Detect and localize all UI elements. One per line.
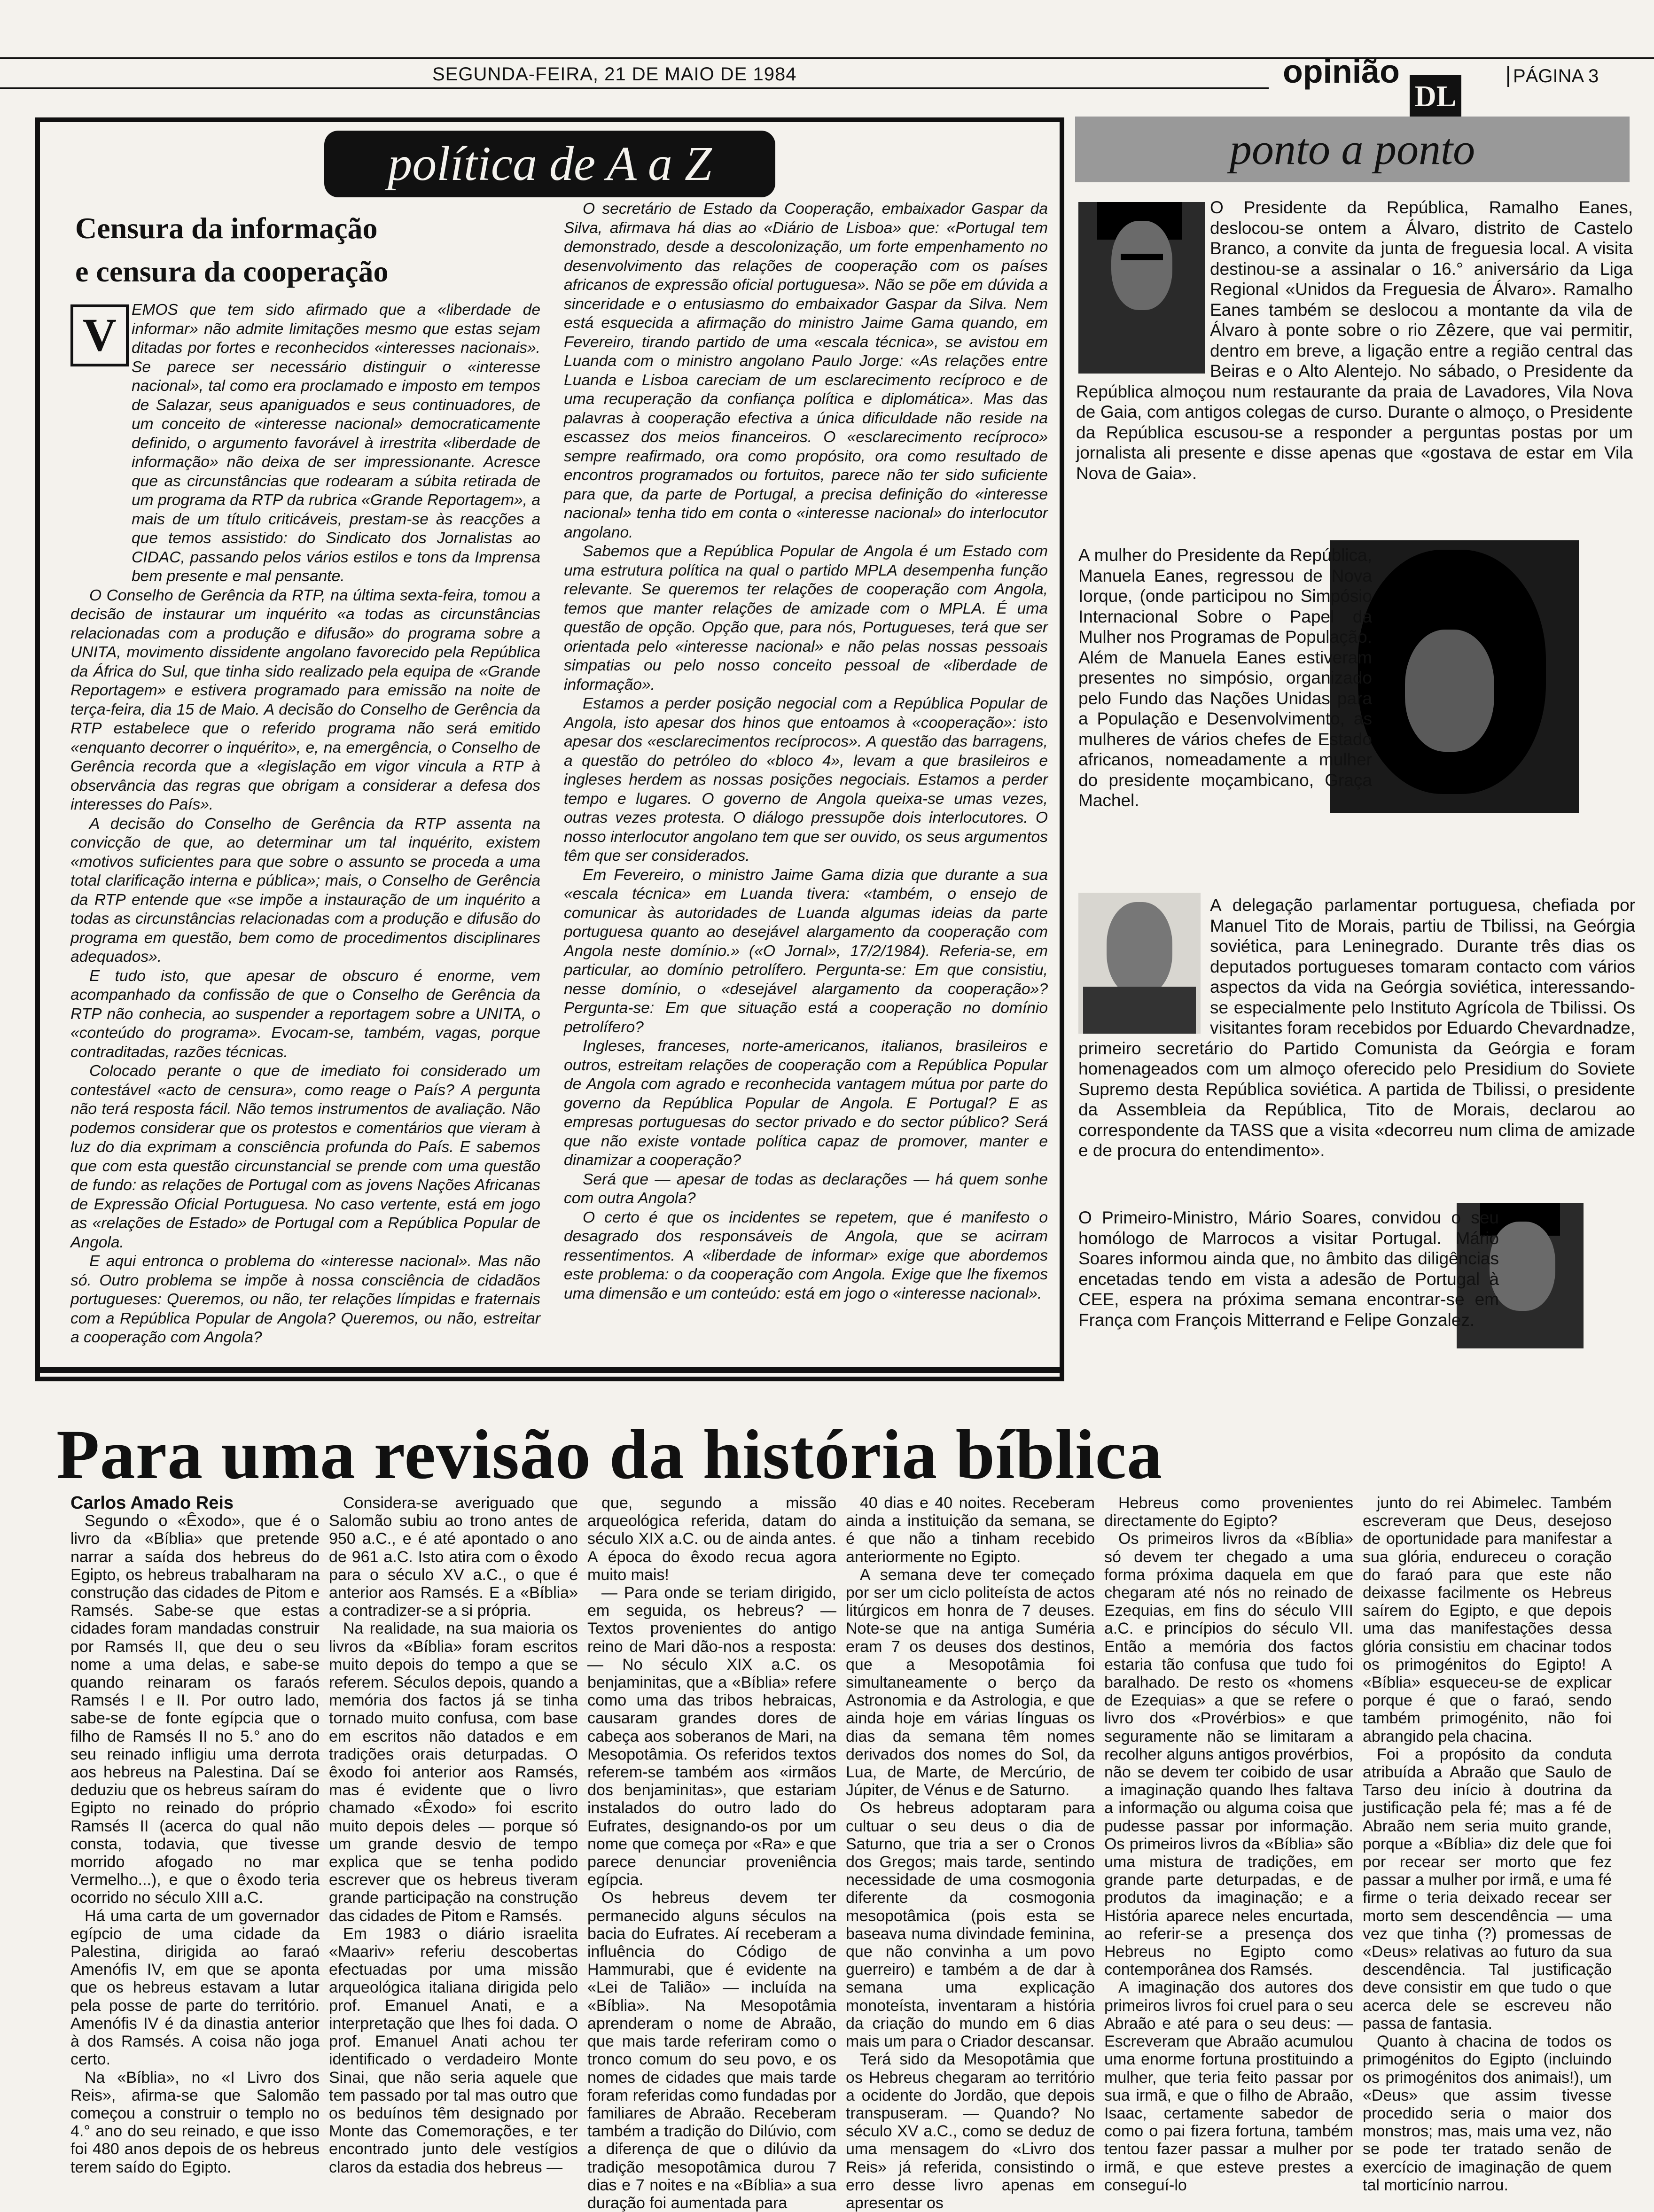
paragraph: A semana deve ter começado por ser um ciclo politeísta de actos litúrgicos em honra de 7 deuses. Note-se que na antiga Suméria eram 7 os deuses dos destinos, que a Mesopotâmia foi simultaneamente o berço da Astronomia e da Astrologia, e que ainda hoje em várias línguas os dias da semana têm nomes derivados dos nomes do Sol, da Lua, de Marte, de Mercúrio, de Júpiter, de Vénus e de Saturno. xyxy=(846,1566,1095,1799)
ponto-item-2 xyxy=(1078,545,1635,827)
paragraph: O secretário de Estado da Cooperação, embaixador Gaspar da Silva, afirmava há dias ao «Diário de Lisboa» que: «Portugal tem demonstrado, desde a descolonização, um forte empenhamento no desenvolvimento das relações de cooperação com os países africanos de expressão oficial portuguesa». Não se põe em dúvida a sinceridade e o entusiasmo do embaixador Gaspar da Silva. Nem está esquecida a afirmação do ministro Jaime Gama quando, em Fevereiro, tirando partido de uma «escala técnica», se avistou em Luanda com o ministro angolano Paulo Jorge: «As relações entre Luanda e Lisboa careciam de um esclarecimento recíproco e de uma recuperação da confiança política e diplomática». Mas das palavras à cooperação efectiva a única dificuldade não reside na escassez dos meios financeiros. O «esclarecimento recíproco» sempre reafirmado, ora como propósito, ora como resultado de encontros programados ou fortuitos, parece não ter sido suficiente para que, da parte de Portugal, a precisa definição do «interesse nacional» tenha tido em conta o «interesse nacional» do interlocutor angolano. xyxy=(564,200,1048,541)
article-column-6 xyxy=(1363,1494,1612,2194)
article-column-2 xyxy=(329,1494,578,2176)
paragraph: Segundo o «Êxodo», que é o livro da «Bíblia» que pretende narrar a saída dos hebreus do Egipto, os hebreus trabalharam na construção das cidades de Pitom e Ramsés. Sabe-se que estas cidades foram mandadas construir por Ramsés II, que deu o seu nome a uma delas, e sabe-se quando reinaram os faraós Ramsés I e II. Por outro lado, sabe-se de fonte egípcia que o filho de Ramsés II no 5.° ano do seu reinado infligiu uma derrota aos hebreus na Palestina. Daí se deduziu que os hebreus saíram do Egipto no reinado do próprio Ramsés II (acerca do qual não consta, todavia, que tivesse morrido afogado no mar Vermelho...), e que o êxodo teria ocorrido no século XIII a.C. xyxy=(70,1512,320,1907)
paragraph: Em Fevereiro, o ministro Jaime Gama dizia que durante a sua «escala técnica» em Luanda tivera: «também, o ensejo de comunicar às autoridades de Luanda algumas ideias da parte portuguesa quanto ao desejável alargamento da cooperação com Angola neste domínio.» («O Jornal», 17/2/1984). Referia-se, em particular, ao domínio petrolífero. Pergunta-se: Em que consistiu, nesse domínio, o «desejável alargamento da cooperação»? Pergunta-se: Em que situação está a cooperação no domínio petrolífero? xyxy=(564,866,1048,1036)
paragraph: Há uma carta de um governador egípcio de uma cidade da Palestina, dirigida ao faraó Amenófis IV, em que se aponta que os hebreus estavam a lutar pela posse de parte do território. Amenófis IV é da dinastia anterior à dos Ramsés. A coisa não joga certo. xyxy=(70,1907,320,2069)
section-name: opinião xyxy=(1283,53,1400,90)
politica-column-2 xyxy=(564,200,1048,1303)
ponto-text: A delegação parlamentar portuguesa, chefiada por Manuel Tito de Morais, partiu de Tbilissi, na Geórgia soviética, para Leninegrado. Durante três dias os deputados portugueses tomaram contacto com vários aspectos da vida na Geórgia soviética, interessando-se especialmente pelo Instituto Agrícola de Tbilissi. Os visitantes foram recebidos por Eduardo Chevardnadze, primeiro secretário do Partido Comunista da Geórgia e foram homenageados com um almoço oferecido pelo Presidium do Soviete Supremo desta República soviética. A partida de Tbilissi, o presidente da Assembleia da República, Tito de Morais, declarou ao correspondente da TASS que a visita «decorreu num clima de amizade e de procura do entendimento». xyxy=(1078,896,1635,1160)
paragraph: O Conselho de Gerência da RTP, na última sexta-feira, tomou a decisão de instaurar um inquérito «a todas as circunstâncias relacionadas com a produção e difusão» do programa sobre a UNITA, movimento dissidente angolano favorecido pela República da África do Sul, que tinha sido realizado pela equipa de «Grande Reportagem» e estivera programado para emissão na noite de terça-feira, dia 15 de Maio. A decisão do Conselho de Gerência da RTP estabelece que o referido programa não será emitido «enquanto decorrer o inquérito», e, na emergência, o Conselho de Gerência recorda que a «legislação em vigor vincula a RTP à observância das regras que obrigam a considerar a defesa dos interesses do País». xyxy=(70,586,540,813)
ponto-item-1 xyxy=(1076,197,1633,483)
ponto-item-4 xyxy=(1078,1207,1635,1348)
paragraph: O certo é que os incidentes se repetem, que é manifesto o desagrado dos responsáveis de Angola, que se acirram ressentimentos. A «liberdade de informar» exige que abordemos este problema: o da cooperação com Angola. Exige que lhe fixemos uma dimensão e um conteúdo: está em jogo o «interesse nacional». xyxy=(564,1208,1048,1302)
paragraph: Ingleses, franceses, norte-americanos, italianos, brasileiros e outros, estreitam relações de cooperação com a República Popular de Angola com agrado e reconhecida vantagem mútua por parte do governo da República Popular de Angola. E Portugal? E as empresas portuguesas do sector privado e do sector público? Será que não existe vontade política capaz de promover, manter e dinamizar a cooperação? xyxy=(564,1037,1048,1169)
paragraph: Estamos a perder posição negocial com a República Popular de Angola, isto apesar dos hinos que entoamos à «cooperação»: isto apesar dos «esclarecimentos recíprocos». A questão das barragens, a questão do petróleo do «bloco 4», levam a que brasileiros e ingleses herdem as nossas posições negociais. Estamos a perder tempo e lugares. O governo de Angola queixa-se umas vezes, outras vezes protesta. O diálogo pressupõe dois interlocutores. O nosso interlocutor angolano tem que ser ouvido, os seus argumentos têm que ser considerados. xyxy=(564,695,1048,865)
paragraph: — Para onde se teriam dirigido, em seguida, os hebreus? — Textos provenientes do antigo reino de Mari dão-nos a resposta: — No século XIX a.C. os benjaminitas, que a «Bíblia» refere como uma das tribos hebraicas, causaram grandes dores de cabeça aos soberanos de Mari, na Mesopotâmia. Os referidos textos referem-se também aos «irmãos dos benjaminitas», que estariam instalados do outro lado do Eufrates, designando-os por um nome que começa por «Ra» e que parece denunciar proveniência egípcia. xyxy=(587,1584,836,1889)
paragraph: Hebreus como provenientes directamente do Egipto? xyxy=(1104,1494,1353,1530)
politica-headline xyxy=(75,207,507,293)
paragraph: Os primeiros livros da «Bíblia» só devem ter chegado a uma forma próxima daquela em que chegaram até nós no reinado de Ezequias, em fins do século VIII a.C. e princípios do século VII. Então a memória dos factos estaria tão confusa que tudo foi baralhado. De resto os «homens de Ezequias» a que se refere o livro dos «Provérbios» e que seguramente não se limitaram a recolher alguns antigos provérbios, não se devem ter coibido de usar a imaginação quando lhes faltava a informação ou alguma coisa que pudesse passar por informação. Os primeiros livros da «Bíblia» são uma mistura de tradições, em grande parte deturpadas, e de produtos da imaginação; e a História aparece neles encurtada, ao referir-se a presença dos Hebreus no Egipto como contemporânea dos Ramsés. xyxy=(1104,1530,1353,1979)
paragraph: que, segundo a missão arqueológica referida, datam do século XIX a.C. ou de ainda antes. A época do êxodo recua agora muito mais! xyxy=(587,1494,836,1584)
politica-column-1 xyxy=(70,301,540,1347)
paragraph: E tudo isto, que apesar de obscuro é enorme, vem acompanhado da confissão de que o Conselho de Gerência da RTP não conhecia, ao suspender a reportagem sobre a UNITA, o «conteúdo do programa». Evocam-se, também, vagas, porque contraditadas, razões técnicas. xyxy=(70,967,540,1061)
paragraph: Terá sido da Mesopotâmia que os Hebreus chegaram ao território a ocidente do Jordão, que depois transpuseram. — Quando? No século XV a.C., como se deduz de uma mensagem do «Livro dos Reis» já referida, consistindo o erro desse livro apenas em apresentar os xyxy=(846,2050,1095,2212)
paragraph: Os hebreus devem ter permanecido alguns séculos na bacia do Eufrates. Aí receberam a influência do Código de Hammurabi, que é evidente na «Lei de Talião» — incluída na «Bíblia». Na Mesopotâmia aprenderam o nome de Abraão, que mais tarde referiram como o tronco comum do seu povo, e os nomes de cidades que mais tarde foram referidas como fundadas por familiares de Abraão. Receberam também a tradição do Dilúvio, com a diferença de que o dilúvio da tradição mesopotâmica durou 7 dias e 7 noites e na «Bíblia» a sua duração foi aumentada para xyxy=(587,1889,836,2212)
header-bottom-rule xyxy=(0,87,1269,89)
paragraph: E aqui entronca o problema do «interesse nacional». Mas não só. Outro problema se impõe à nossa consciência de cidadãos portugueses: Queremos, ou não, ter relações límpidas e fraternais com a República Popular de Angola? Queremos, ou não, estreitar a cooperação com Angola? xyxy=(70,1253,540,1346)
article-column-3 xyxy=(587,1494,836,2212)
paragraph: junto do rei Abimelec. Também escreveram que Deus, desejoso de oportunidade para manifestar a sua glória, endureceu o coração do faraó para que este não deixasse facilmente os Hebreus saírem do Egipto, e que depois uma das manifestações dessa glória consistiu em chacinar todos os primogénitos do Egipto! A «Bíblia» esqueceu-se de explicar porque é que o faraó, sendo também primogénito, não foi abrangido pela chacina. xyxy=(1363,1494,1612,1745)
politica-banner: política de A a Z xyxy=(324,131,775,197)
paragraph: A imaginação dos autores dos primeiros livros foi cruel para o seu Abraão e até para o seu deus: — Escreveram que Abraão acumulou uma enorme fortuna prostituindo a mulher, que teria feito passar por sua irmã, e que o filho de Abraão, Isaac, certamente sabedor de como o pai fizera fortuna, também tentou fazer passar a mulher por irmã, e que esteve prestes a conseguí-lo xyxy=(1104,1978,1353,2194)
article-column-4 xyxy=(846,1494,1095,2212)
paragraph: Foi a propósito da conduta atribuída a Abraão que Saulo de Tarso deu início à doutrina da justificação pela fé; mas a fé de Abraão nem seria muito grande, porque a «Bíblia» diz dele que foi por recear ser morto que fez passar a mulher por irmã, e uma fé firme o teria deixado recear ser morto sem descendência — uma vez que tinha (?) promessas de «Deus» relativas ao futuro da sua descendência. Tal justificação deve consistir em que tudo o que acerca dele se escreveu não passa de fantasia. xyxy=(1363,1745,1612,2033)
article-column-5 xyxy=(1104,1494,1353,2194)
paragraph: Considera-se averiguado que Salomão subiu ao trono antes de 950 a.C., e é até apontado o ano de 961 a.C. Isto atira com o êxodo para o século XV a.C., o que é anterior aos Ramsés. E a «Bíblia» a contradizer-se a si própria. xyxy=(329,1494,578,1620)
paragraph: Os hebreus adoptaram para cultuar o seu deus o dia de Saturno, que tria a ser o Cronos dos Gregos; mais tarde, sentindo necessidade de uma cosmogonia diferente da cosmogonia mesopotâmica (pois esta se baseava numa divindade feminina, que não convinha a um povo guerreiro) e também a de dar à semana uma explicação monoteísta, inventaram a história da criação do mundo em 6 dias mais um para o Criador descansar. xyxy=(846,1799,1095,2051)
politica-bottom-rule xyxy=(35,1367,1064,1373)
article-headline: Para uma revisão da história bíblica xyxy=(56,1416,1163,1494)
ponto-text: O Primeiro-Ministro, Mário Soares, convidou o seu homólogo de Marrocos a visitar Portugal. Mário Soares informou ainda que, no âmbito das diligências encetadas tendo em vista a adesão de Portugal à CEE, espera na próxima semana encontrar-se em França com François Mitterrand e Felipe Gonzalez. xyxy=(1078,1208,1499,1330)
paragraph: Colocado perante o que de imediato foi considerado um contestável «acto de censura», como reage o País? A pergunta não terá resposta fácil. Não temos instrumentos de avaliação. Não podemos considerar que os protestos e comentários que vieram à luz do dia exprimam a consciência profunda do País. E sabemos que com esta questão circunstancial se prende com uma questão de fundo: as relações de Portugal com as jovens Nações Africanas de Expressão Oficial Portuguesa. No caso vertente, está em jogo as «relações de Estado» de Portugal com a República Popular de Angola. xyxy=(70,1062,540,1251)
article-column-1 xyxy=(70,1494,320,2176)
paragraph: EMOS que tem sido afirmado que a «liberdade de informar» não admite limitações mesmo que estas sejam ditadas por fortes e reconhecidos «interesses nacionais». Se parece ser necessário distinguir o «interesse nacional», tal como era proclamado e imposto em tempos de Salazar, seus apaniguados e seus continuadores, de um conceito de «interesse nacional» democraticamente definido, o argumento favorável à irrestrita «liberdade de informação» não deixa de ser impressionante. Acresce que as circunstâncias que rodearam a súbita retirada de um programa da RTP da rubrica «Grande Reportagem», a mais de um título criticáveis, prestam-se às reacções a que temos assistido: do Sindicato dos Jornalistas ao CIDAC, passando pelos vários estilos e tons da Imprensa bem presente e mal pensante. xyxy=(132,301,540,585)
header-top-rule xyxy=(0,57,1654,59)
author: Carlos Amado Reis xyxy=(70,1493,234,1513)
paragraph: Na realidade, na sua maioria os livros da «Bíblia» foram escritos muito depois do tempo a que se referem. Séculos depois, quando a memória dos factos já se tinha tornado muito confusa, com base em escritos não datados e em tradições orais deturpadas. O êxodo foi anterior aos Ramsés, mas é evidente que o livro chamado «Êxodo» foi escrito muito depois deles — porque só um grande desvio de tempo explica que se tenha podido escrever que os hebreus tiveram grande participação na construção das cidades de Pitom e Ramsés. xyxy=(329,1620,578,1925)
ponto-text: A mulher do Presidente da República, Manuela Eanes, regressou de Nova Iorque, (onde participou no Simpósio Internacional Sobre o Papel da Mulher nos Programas de População. Além de Manuela Eanes estiveram presentes no simpósio, organizado pelo Fundo das Nações Unidas para a População e Desenvolvimento, as mulheres de vários chefes de Estado africanos, nomeadamente a mulher do presidente moçambicano, Graça Machel. xyxy=(1078,545,1372,810)
dropcap: V xyxy=(70,304,129,366)
page-number: PÁGINA 3 xyxy=(1507,66,1599,87)
paragraph: 40 dias e 40 noites. Receberam ainda a instituição da semana, se é que não a tinham recebido anteriormente no Egipto. xyxy=(846,1494,1095,1566)
paragraph: Em 1983 o diário israelita «Maariv» referiu descobertas efectuadas por uma missão arqueológica italiana dirigida pelo prof. Emanuel Anati, e a interpretação que lhes foi dada. O prof. Emanuel Anati achou ter identificado o verdadeiro Monte Sinai, que não seria aquele que tem passado por tal mas outro que os beduínos têm designado por Monte das Comemorações, e ter encontrado junto dele vestígios claros da estadia dos hebreus — xyxy=(329,1924,578,2176)
headline-line-2: e censura da cooperação xyxy=(75,255,389,288)
ponto-text: O Presidente da República, Ramalho Eanes, deslocou-se ontem a Álvaro, distrito de Castelo Branco, a convite da junta de freguesia local. A visita destinou-se a assinalar o 16.° aniversário da Liga Regional «Unidos da Freguesia de Álvaro». Ramalho Eanes também se deslocou a montante da vila de Álvaro à ponte sobre o rio Zêzere, que vai permitir, dentro em breve, a ligação entre a região central das Beiras e o Alto Alentejo. No sábado, o Presidente da República almoçou num restaurante da praia de Lavadores, Vila Nova de Gaia, com antigos colegas de curso. Durante o almoço, o Presidente da República escusou-se a responder a perguntas postas por um jornalista ali presente e disse apenas que «gostava de estar em Vila Nova de Gaia». xyxy=(1076,198,1633,483)
newspaper-logo: DL xyxy=(1410,75,1461,117)
paragraph: Será que — apesar de todas as declarações — há quem sonhe com outra Angola? xyxy=(564,1170,1048,1207)
headline-line-1: Censura da informação xyxy=(75,211,378,245)
header-date: SEGUNDA-FEIRA, 21 DE MAIO DE 1984 xyxy=(432,64,797,85)
ponto-banner: ponto a ponto xyxy=(1075,117,1630,182)
paragraph: Quanto à chacina de todos os primogénitos do Egipto (incluindo os primogénitos dos animais!), um «Deus» que assim tivesse procedido seria o maior dos monstros; mas, mais uma vez, não se pode ter tratado senão de exercício de imaginação de quem tal morticínio narrou. xyxy=(1363,2033,1612,2194)
ponto-item-3 xyxy=(1078,895,1635,1161)
paragraph: A decisão do Conselho de Gerência da RTP assenta na convicção de que, ao determinar um tal inquérito, existem «motivos suficientes para que sobre o assunto se proceda a uma total clarificação interna e pública»; mais, o Conselho de Gerência da RTP entende que «se impõe a instauração de um inquérito a todas as circunstâncias relacionadas com a produção e difusão do programa em questão, bem como de procedimentos disciplinares adequados». xyxy=(70,815,540,966)
paragraph: Na «Bíblia», no «I Livro dos Reis», afirma-se que Salomão começou a construir o templo no 4.° ano do seu reinado, e que isso foi 480 anos depois de os hebreus terem saído do Egipto. xyxy=(70,2068,320,2176)
paragraph: Sabemos que a República Popular de Angola é um Estado com uma estrutura política na qual o partido MPLA desempenha função relevante. Se queremos ter relações de cooperação com Angola, temos que manter relações de amizade com o MPLA. É uma questão de opção. Opção que, para nós, Portugueses, terá que ser orientada pelo «interesse nacional» e não pelas nossas pessoais simpatias ou pelo nosso conceito pessoal de «liberdade de informação». xyxy=(564,543,1048,693)
